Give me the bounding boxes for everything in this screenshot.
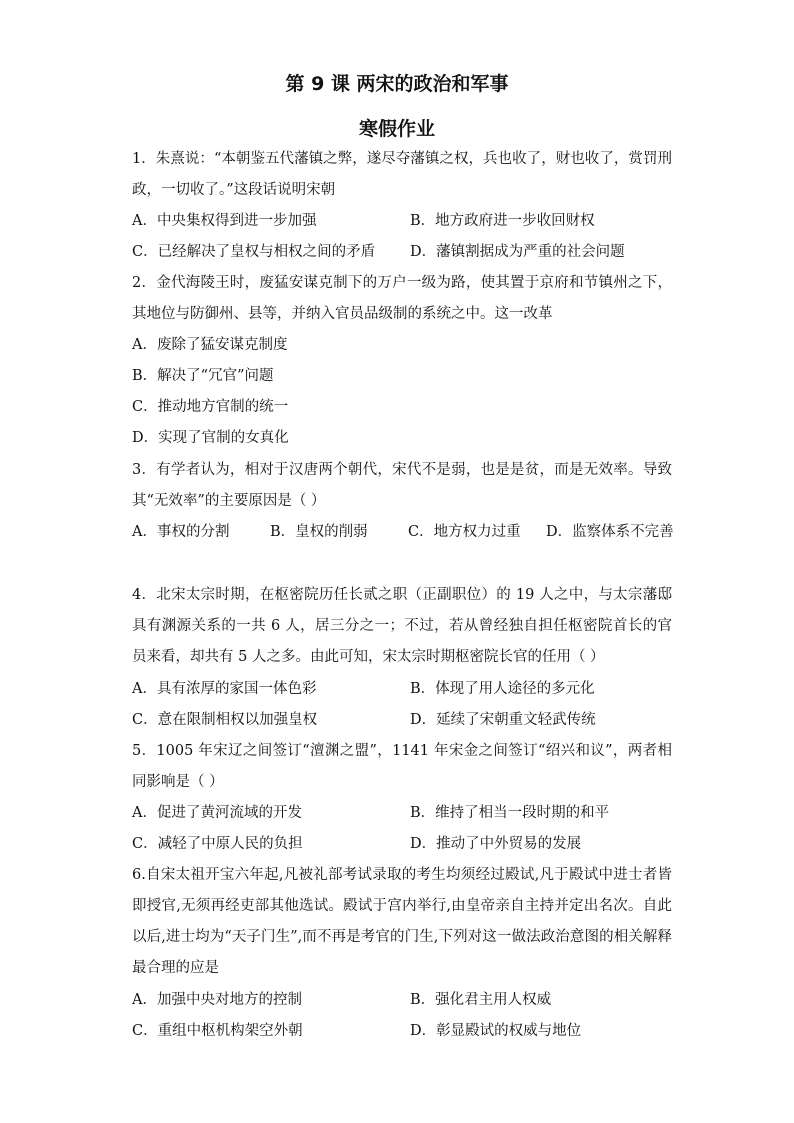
question-5-option-a: A．促进了黄河流域的开发 xyxy=(132,805,302,821)
question-5-option-d: D．推动了中外贸易的发展 xyxy=(410,836,582,852)
question-4-option-a: A．具有浓厚的家国一体色彩 xyxy=(132,681,317,697)
question-5-options xyxy=(132,798,672,860)
question-1-stem: 1．朱熹说：“本朝鉴五代藩镇之弊，遂尽夺藩镇之权，兵也收了，财也收了，赏罚刑政，一切收了。”这段话说明宋朝 xyxy=(132,151,672,198)
question-4-option-d: D．延续了宋朝重文轻武传统 xyxy=(410,712,596,728)
question-6-option-a: A．加强中央对地方的控制 xyxy=(132,992,302,1008)
question-1-option-a: A．中央集权得到进一步加强 xyxy=(132,213,317,229)
lesson-title: 第 9 课 两宋的政治和军事 xyxy=(285,73,509,95)
question-6-stem: 6.自宋太祖开宝六年起,凡被礼部考试录取的考生均须经过殿试,凡于殿试中进士者皆即授官,无须再经吏部其他选试。殿试于宫内举行,由皇帝亲自主持并定出名次。自此以后,进士均为“天子门生”,而不再是考官的门生,下列对这一做法政治意图的相关解释最合理的应是 xyxy=(132,867,672,976)
question-3-option-c: C．地方权力过重 xyxy=(408,524,521,540)
question-3-option-d: D．监察体系不完善 xyxy=(546,524,674,540)
question-1-option-c: C．已经解决了皇权与相权之间的矛盾 xyxy=(132,244,376,260)
homework-subtitle: 寒假作业 xyxy=(358,118,435,140)
question-5-stem: 5．1005 年宋辽之间签订“澶渊之盟”，1141 年宋金之间签订“绍兴和议”，两者相同影响是（ ） xyxy=(132,743,672,790)
question-6-option-c: C．重组中枢机构架空外朝 xyxy=(132,1023,303,1039)
question-3-options xyxy=(132,517,672,548)
question-4-stem: 4．北宋太宗时期，在枢密院历任长贰之职（正副职位）的 19 人之中，与太宗藩邸具有渊源关系的一共 6 人，居三分之一；不过，若从曾经独自担任枢密院首长的官员来看，却共有 5 人之多。由此可知，宋太宗时期枢密院长官的任用（ ） xyxy=(132,587,672,665)
question-5-option-c: C．减轻了中原人民的负担 xyxy=(132,836,303,852)
question-5-option-b: B．维持了相当一段时期的和平 xyxy=(410,805,610,821)
question-1-option-d: D．藩镇割据成为严重的社会问题 xyxy=(410,244,625,260)
question-2-option-c: C．推动地方官制的统一 xyxy=(132,399,289,415)
question-2-stem: 2．金代海陵王时，废猛安谋克制下的万户一级为路，使其置于京府和节镇州之下，其地位与防御州、县等，并纳入官员品级制的系统之中。这一改革 xyxy=(132,275,672,322)
question-3-option-a: A．事权的分割 xyxy=(132,524,230,540)
question-2-options xyxy=(132,330,672,454)
question-2-option-d: D．实现了官制的女真化 xyxy=(132,430,289,446)
question-6-option-d: D．彰显殿试的权威与地位 xyxy=(410,1023,582,1039)
question-2-option-b: B．解决了“冗官”问题 xyxy=(132,368,274,384)
question-4-options xyxy=(132,674,672,736)
question-6-option-b: B．强化君主用人权威 xyxy=(410,992,552,1008)
question-3-option-b: B．皇权的削弱 xyxy=(270,524,368,540)
question-4-option-b: B．体现了用人途径的多元化 xyxy=(410,681,595,697)
question-4-option-c: C．意在限制相权以加强皇权 xyxy=(132,712,318,728)
question-1-options xyxy=(132,206,672,268)
question-2-option-a: A．废除了猛安谋克制度 xyxy=(132,337,288,353)
question-3-stem: 3．有学者认为，相对于汉唐两个朝代，宋代不是弱，也是是贫，而是无效率。导致其“无效率”的主要原因是（ ） xyxy=(132,462,672,509)
question-1-option-b: B．地方政府进一步收回财权 xyxy=(410,213,595,229)
question-6-options xyxy=(132,985,672,1047)
